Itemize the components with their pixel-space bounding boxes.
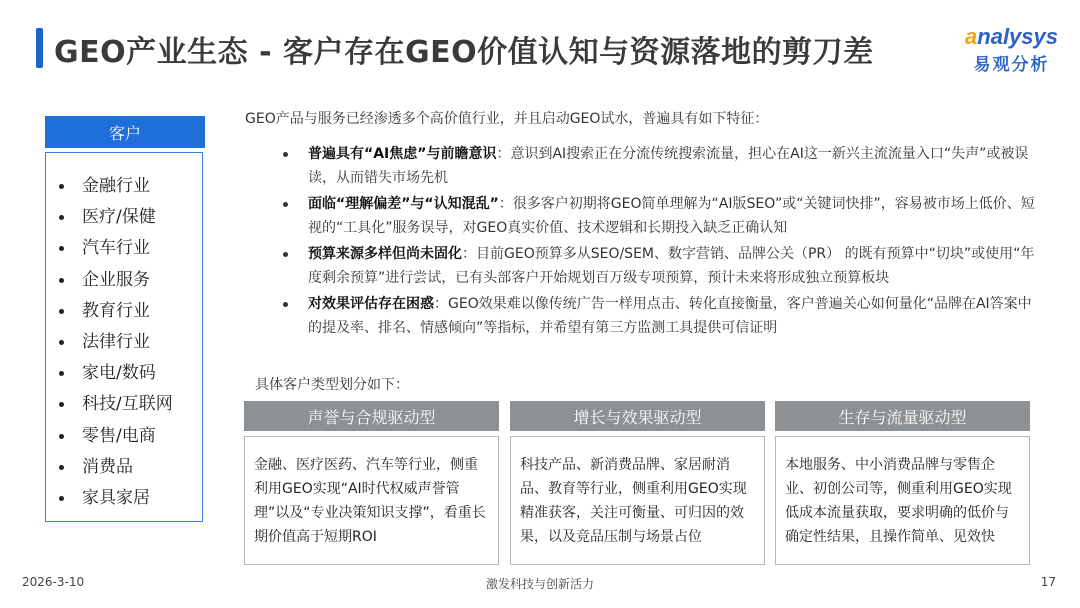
customer-industry-item: [56, 358, 202, 389]
industry-label: 医疗/保健: [82, 207, 156, 228]
feature-title: 普遍具有“AI焦虑”与前瞻意识: [308, 146, 497, 162]
industry-label: 法律行业: [82, 331, 150, 352]
intro-text: GEO产品与服务已经渗透多个高价值行业，并且启动GEO试水，普遍具有如下特征：: [245, 111, 769, 127]
customer-industry-item: [56, 296, 202, 327]
customer-industry-item: [56, 327, 202, 358]
bullet-dot: [59, 465, 64, 470]
bullet-dot: [283, 252, 288, 257]
logo-wordmark: analysys: [965, 24, 1058, 49]
industry-label: 家电/数码: [82, 363, 156, 384]
type-title: 增长与效果驱动型: [510, 401, 765, 431]
customer-industry-item: [56, 265, 202, 296]
footer-date: 2026-3-10: [22, 575, 85, 589]
type-description: 科技产品、新消费品牌、家居耐消品、教育等行业，侧重利用GEO实现精准获客，关注可衡量、可归因的效果，以及竞品压制与场景占位: [510, 436, 765, 565]
customer-industry-item: [56, 452, 202, 483]
title-accent-bar: [36, 28, 43, 68]
bullet-dot: [59, 496, 64, 501]
type-description: 金融、医疗医药、汽车等行业，侧重利用GEO实现“AI时代权威声誉管理”以及“专业决策知识支撑”，看重长期价值高于短期ROI: [244, 436, 499, 565]
industry-label: 科技/互联网: [82, 394, 173, 415]
feature-title: 预算来源多样但尚未固化: [308, 246, 462, 262]
feature-item: [280, 292, 1040, 340]
industry-label: 金融行业: [82, 176, 150, 196]
customer-industry-item: [56, 171, 202, 202]
feature-text: ：GEO效果难以像传统广告一样用点击、转化直接衡量，客户普遍关心如何量化“品牌在AI答案中的提及率、排名、情感倾向”等指标，并希望有第三方监测工具提供可信证明: [308, 296, 1032, 336]
type-title: 生存与流量驱动型: [775, 401, 1030, 431]
bullet-dot: [59, 371, 64, 376]
feature-item: [280, 192, 1040, 240]
logo-chinese-name: 易观分析: [973, 55, 1050, 75]
industry-label: 汽车行业: [82, 238, 150, 259]
industry-label: 零售/电商: [82, 425, 156, 446]
customer-types: [244, 401, 1031, 566]
bullet-dot: [283, 302, 288, 307]
bullet-dot: [59, 340, 64, 345]
types-label: 具体客户类型划分如下：: [255, 377, 409, 393]
feature-text: ：目前GEO预算多从SEO/SEM、数字营销、品牌公关（PR） 的既有预算中“切块”或使用“年度剩余预算”进行尝试，已有头部客户开始规划百万级专项预算，预计未来将形成独立预算板块: [308, 246, 1035, 286]
customer-industry-item: [56, 389, 202, 420]
industry-label: 教育行业: [82, 300, 150, 321]
customer-industry-item: [56, 202, 202, 233]
industry-label: 家具家居: [82, 487, 150, 508]
feature-text: ：很多客户初期将GEO简单理解为“AI版SEO”或“关键词快排”，容易被市场上低价、短视的“工具化”服务误导，对GEO真实价值、技术逻辑和长期投入缺乏正确认知: [308, 196, 1035, 236]
bullet-dot: [283, 202, 288, 207]
bullet-dot: [59, 434, 64, 439]
type-title: 声誉与合规驱动型: [244, 401, 499, 431]
bullet-dot: [59, 309, 64, 314]
bullet-dot: [59, 278, 64, 283]
footer-slogan: 激发科技与创新活力: [485, 577, 594, 591]
feature-item: [280, 242, 1040, 290]
customer-industry-item: [56, 421, 202, 452]
feature-title: 面临“理解偏差”与“认知混乱”: [308, 196, 499, 212]
bullet-dot: [59, 184, 64, 189]
analysys-logo: [965, 26, 1058, 75]
feature-text: ：意识到AI搜索正在分流传统搜索流量，担心在AI这一新兴主流流量入口“失声”或被误读，从而错失市场先机: [308, 146, 1029, 186]
industry-label: 消费品: [82, 456, 133, 477]
customer-industry-list: [46, 153, 202, 514]
type-description: 本地服务、中小消费品牌与零售企业、初创公司等，侧重利用GEO实现低成本流量获取，要求明确的低价与确定性结果，且操作简单、见效快: [775, 436, 1030, 565]
customer-industry-list-box: [45, 152, 203, 522]
page-title: GEO产业生态 - 客户存在GEO价值认知与资源落地的剪刀差: [54, 35, 874, 70]
feature-item: [280, 142, 1040, 190]
type-card-reputation: [244, 401, 499, 565]
type-card-survival: [775, 401, 1030, 565]
customer-industry-item: [56, 483, 202, 514]
bullet-dot: [283, 152, 288, 157]
industry-label: 企业服务: [82, 269, 150, 290]
bullet-dot: [59, 246, 64, 251]
bullet-dot: [59, 215, 64, 220]
feature-title: 对效果评估存在困惑: [308, 296, 434, 312]
customer-heading: 客户: [45, 116, 205, 148]
page-number: 17: [1040, 575, 1056, 589]
bullet-dot: [59, 402, 64, 407]
customer-industry-item: [56, 233, 202, 264]
type-card-growth: [510, 401, 765, 565]
feature-list: [280, 142, 1040, 342]
